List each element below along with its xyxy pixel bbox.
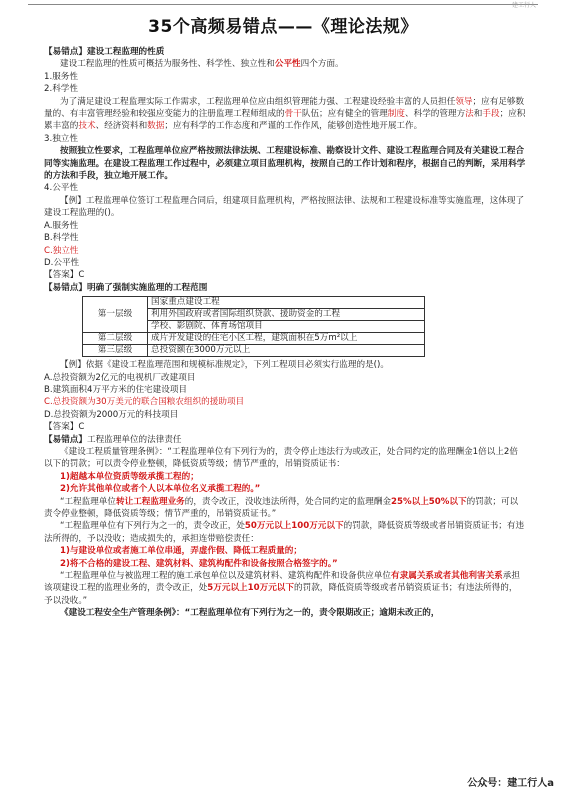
table-cell: 成片开发建设的住宅小区工程，建筑面积在5万m²以上 [148, 333, 425, 345]
table-cell: 利用外国政府或者国际组织贷款、援助资金的工程 [148, 309, 425, 321]
list-item: 2)将不合格的建设工程、建筑材料、建筑构配件和设备按照合格签字的。” [60, 558, 338, 569]
option: B.建筑面积4万平方米的住宅建设项目 [44, 384, 188, 395]
question: 【例】工程监理单位签订工程监理合同后，组建项目监理机构，严格按照法律、法规和工程建设标准等实施监理，这体现了建设工程监理的()。 [44, 195, 525, 219]
table-cell-level: 第一层级 [83, 297, 148, 333]
table-cell-level: 第三层级 [83, 345, 148, 357]
list-item: 1)超越本单位资质等级承揽工程的； [60, 471, 199, 482]
header-rule [28, 4, 538, 5]
list-item: 1.服务性 [44, 71, 78, 82]
option-correct: C.总投资额为30万美元的联合国粮农组织的援助项目 [44, 397, 245, 408]
header-watermark: 建工行人 [511, 2, 536, 9]
table-cell: 国家重点建设工程 [148, 297, 425, 309]
section-heading: 【易错点】工程监理单位的法律责任 [44, 434, 182, 445]
list-item: 3.独立性 [44, 133, 78, 144]
table-cell: 学校、影剧院、体育场馆项目 [148, 321, 425, 333]
list-item: 4.公平性 [44, 183, 78, 194]
paragraph: 为了满足建设工程监理实际工作需求，工程监理单位应由组织管理能力强、工程建设经验丰富的人员担任领导；应有足够数量的、有丰富管理经验和较强应变能力的注册监理工程师组成的骨干队伍；应有健全的管理制度、科学的管理方法和手段；应积累丰富的技术、经济资料和数据；应有科学的工作态度和严谨的工作作风，能够创造性地开展工作。 [44, 96, 526, 132]
option-correct: C.独立性 [44, 245, 79, 256]
option: A.服务性 [44, 220, 79, 231]
section-heading: 【易错点】建设工程监理的性质 [44, 47, 165, 57]
table-cell: 总投资额在3000万元以上 [148, 345, 425, 357]
paragraph: “工程监理单位与被监理工程的施工承包单位以及建筑材料、建筑构配件和设备供应单位有隶属关系或者其他利害关系承担该项建设工程的监理业务的，责令改正，处5万元以上10万元以下的罚款，降低资质等级或者吊销资质证书；有违法所得的，予以没收。” [44, 571, 520, 606]
paragraph: 《建设工程安全生产管理条例》：“工程监理单位有下列行为之一的，责令限期改正；逾期未改正的， [60, 608, 440, 619]
paragraph: “工程监理单位转让工程监理业务的，责令改正，没收违法所得，处合同约定的监理酬金25%以上50%以下的罚款；可以责令停业整顿，降低资质等级；情节严重的，吊销资质证书。” [44, 496, 519, 519]
list-item: 2)允许其他单位或者个人以本单位名义承揽工程的。” [60, 484, 261, 495]
list-item: 1)与建设单位或者施工单位串通，弄虚作假、降低工程质量的； [60, 546, 302, 557]
paragraph: 建设工程监理的性质可概括为服务性、科学性、独立性和公平性四个方面。 [60, 59, 344, 70]
option: D.总投资额为2000万元的科技项目 [44, 409, 179, 420]
option: D.公平性 [44, 257, 80, 268]
question: 【例】依据《建设工程监理范围和规模标准规定》，下列工程项目必须实行监理的是()。 [60, 360, 389, 371]
paragraph: 按照独立性要求，工程监理单位应严格按照法律法规、工程建设标准、勘察设计文件、建设工程监理合同及有关建设工程合同等实施监理。在建设工程监理工作过程中，必须建立项目监理机构，按照自己的工作计划和程序，根据自己的判断，采用科学的方法和手段，独立地开展工作。 [44, 146, 526, 182]
answer: 【答案】C [44, 270, 85, 281]
option: B.科学性 [44, 233, 79, 244]
option: A.总投资额为2亿元的电视机厂改建项目 [44, 372, 196, 383]
page-title: 35个高频易错点——《理论法规》 [148, 17, 418, 37]
scope-table [82, 296, 425, 357]
section-heading: 【易错点】明确了强制实施监理的工程范围 [44, 282, 208, 293]
footer-account: 公众号：建工行人a [467, 778, 554, 789]
paragraph: “工程监理单位有下列行为之一的，责令改正，处50万元以上100万元以下的罚款，降低资质等级或者吊销资质证书；有违法所得的，予以没收；造成损失的，承担连带赔偿责任： [44, 521, 525, 544]
answer: 【答案】C [44, 422, 85, 433]
list-item: 2.科学性 [44, 84, 78, 95]
paragraph: 《建设工程质量管理条例》：“工程监理单位有下列行为的，责令停止违法行为或改正，处合同约定的监理酬金1倍以上2倍以下的罚款；可以责令停业整顿，降低资质等级；情节严重的，吊销资质证书： [44, 446, 518, 470]
document-body [44, 46, 526, 620]
table-cell-level: 第二层级 [83, 333, 148, 345]
